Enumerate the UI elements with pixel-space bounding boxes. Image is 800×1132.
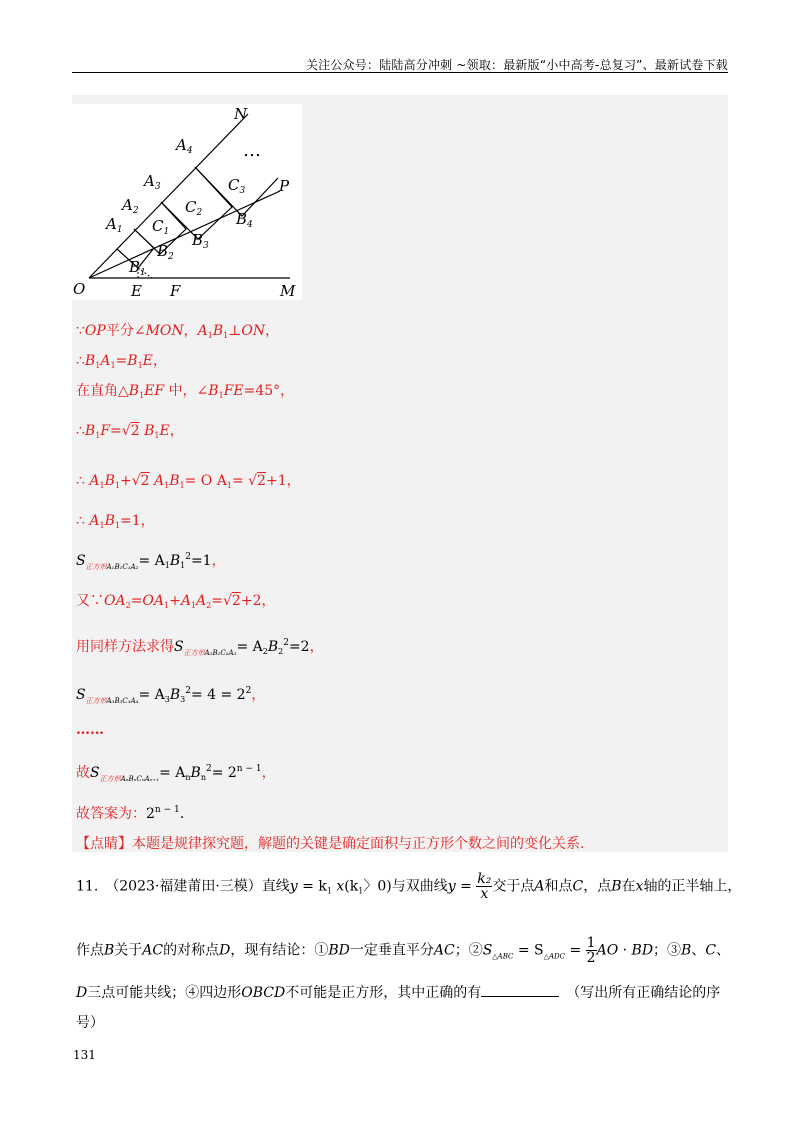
answer-blank[interactable]	[481, 984, 559, 997]
label-a3: $A_3$	[144, 172, 161, 192]
label-c1: $C_1$	[152, 217, 170, 237]
header-rule	[72, 72, 728, 73]
fraction-k2-over-x: $\frac{\text{k₂}}{x}$	[477, 871, 492, 902]
question-11-line-3: D三点可能共线；④四边形OBCD不可能是正方形，其中正确的有 （写出所有正确结论的序	[76, 985, 721, 1001]
solution-line-6: ∴ $A_1B_1=1$，	[76, 513, 155, 530]
solution-line-2: $\therefore B_1A_1=B_1E$，	[76, 353, 167, 370]
label-b1: $B_1$	[129, 258, 146, 278]
page-number: 131	[73, 1048, 96, 1062]
question-11-line-1: 11. （2023·福建莆田·三模）直线$y = k_1$ $x(k_1$〉0)与双曲线y = $\frac{\text{k₂}}{x}$ 交于点A和点C，点B在x轴的正半轴上，	[76, 871, 742, 902]
label-a2: $A_2$	[122, 196, 139, 216]
question-11-line-4: 号）	[76, 1015, 104, 1031]
solution-line-12: 故$S_{正方形A_nB_nC_nA_{n+1}}= A_nB_n^2= 2^{n - 1}$，	[76, 764, 276, 783]
page-header: 关注公众号：陆陆高分冲刺 ~领取：最新版“小中高考-总复习”、最新试卷下载	[305, 58, 728, 72]
solution-line-5: ∴ $A_1B_1+√2$ $A_1B_1= O$ $A_1= √2+1$，	[76, 473, 301, 490]
fraction-one-half: $\frac{1}{2}$	[586, 935, 596, 966]
label-e: E	[131, 282, 142, 300]
label-m: M	[280, 282, 296, 300]
solution-line-11: ……	[76, 722, 104, 738]
square-3	[161, 167, 232, 239]
label-f: F	[170, 282, 181, 300]
label-dots: …	[243, 140, 261, 161]
label-a4: $A_4$	[176, 136, 193, 156]
solution-line-7: $S_{正方形A_1B_1C_1A_2}= A_1B_1^2=1$，	[76, 552, 226, 571]
question-11-line-2: 作点B关于AC的对称点D，现有结论：①BD一定垂直平分AC；$②S_{\triangle ABC} = S_{\triangle ADC}$ = $\frac{1}{2}$ AO · BD；③B、C、	[76, 935, 731, 966]
solution-line-10: $S_{正方形A_3B_3C_3A_4}= A_3B_3^2= 4 = 2^2$，	[76, 686, 266, 705]
label-c3: $C_3$	[228, 176, 246, 196]
solution-line-13: 故答案为：$2^{n - 1}$.	[76, 805, 185, 822]
label-c2: $C_2$	[185, 198, 203, 218]
label-b2: $B_2$	[157, 242, 174, 262]
solution-line-3: 在直角$\triangle B_1EF$ 中，$\angle B_1FE=45^\circ$，	[76, 383, 295, 400]
solution-line-4: $\therefore B_1F=√2$ $B_1E$，	[76, 423, 184, 440]
label-p: P	[279, 177, 290, 195]
label-o: O	[73, 280, 86, 298]
solution-line-1: ∵OP平分∠MON，$A_1B_1\perp ON$，	[76, 323, 280, 340]
geometry-figure	[72, 104, 302, 300]
solution-line-9: 用同样方法求得$S_{正方形A_2B_2C_2A_3}= A_2B_2^2=2$，	[76, 638, 324, 657]
solution-line-8: 又$\because OA_2=OA_1+A_1A_2=√2+2$，	[76, 593, 276, 610]
label-b4: $B_4$	[236, 210, 253, 230]
squares-diagram	[72, 104, 302, 300]
solution-commentary: 【点睛】本题是规律探究题，解题的关键是确定面积与正方形个数之间的变化关系.	[76, 836, 585, 852]
label-n: N	[234, 105, 248, 123]
label-b3: $B_3$	[192, 231, 209, 251]
label-a1: $A_1$	[106, 215, 123, 235]
